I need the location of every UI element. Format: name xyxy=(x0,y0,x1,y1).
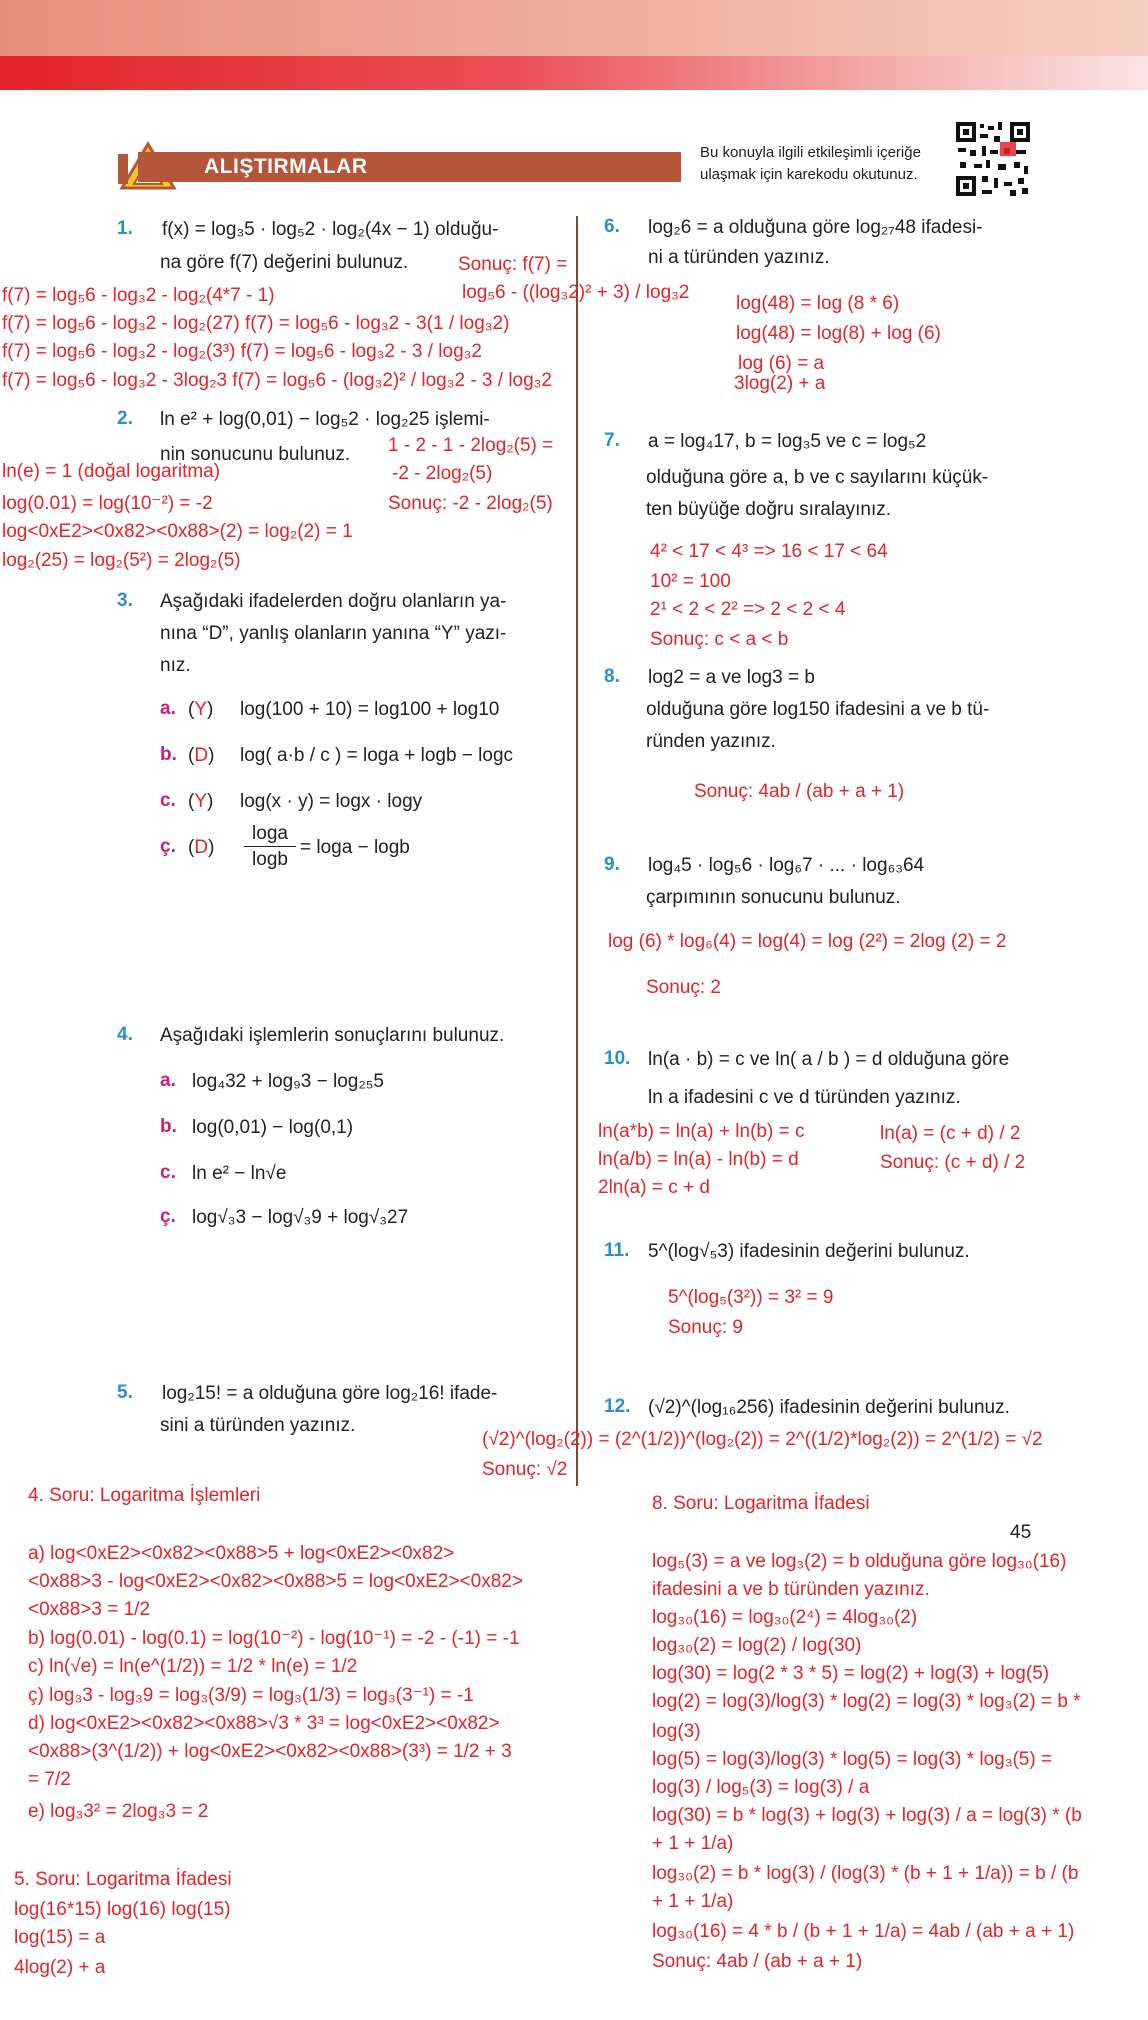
notes8-line5: log(30) = log(2 * 3 * 5) = log(2) + log(3) + log(5) xyxy=(652,1663,1050,1684)
q2-hw-result: Sonuç: -2 - 2log₂(5) xyxy=(388,493,553,514)
q7-number: 7. xyxy=(604,430,620,451)
q4c-label: c. xyxy=(160,1162,176,1183)
notes8-line14: log₃₀(16) = 4 * b / (b + 1 + 1/a) = 4ab / (ab + a + 1) xyxy=(652,1921,1075,1942)
q8-line3: ründen yazınız. xyxy=(646,731,776,752)
notes4-line1: a) log<0xE2><0x82><0x88>5 + log<0xE2><0x82> xyxy=(28,1543,455,1564)
q10-hw-4: 2ln(a) = c + d xyxy=(598,1177,710,1198)
q2-hw-5: log<0xE2><0x82><0x88>(2) = log₂(2) = 1 xyxy=(2,521,353,542)
red-gradient-band xyxy=(0,56,1148,90)
q4-line1: Aşağıdaki işlemlerin sonuçlarını bulunuz. xyxy=(160,1025,505,1046)
q1-hw-step1: f(7) = log₅6 - log₃2 - log₂(4*7 - 1) xyxy=(2,285,275,306)
q3b-mark: D xyxy=(194,745,209,766)
notes8-line10: log(30) = b * log(3) + log(3) + log(3) / a = log(3) * (b xyxy=(652,1805,1082,1826)
q2-number: 2. xyxy=(117,408,133,429)
q12-hw-1: (√2)^(log₂(2)) = (2^(1/2))^(log₂(2)) = 2^((1/2)*log₂(2)) = 2^(1/2) = √2 xyxy=(482,1429,1043,1450)
q8-line1: log2 = a ve log3 = b xyxy=(648,667,815,688)
q11-hw-result: Sonuç: 9 xyxy=(668,1317,743,1338)
q5-line1: log₂15! = a olduğuna göre log₂16! ifade- xyxy=(162,1383,498,1404)
q6-hw-2: log(48) = log(8) + log (6) xyxy=(736,323,941,344)
q10-hw-2: ln(a) = (c + d) / 2 xyxy=(880,1123,1021,1144)
q3cc-numerator: loga xyxy=(244,822,296,847)
q5-line2: sini a türünden yazınız. xyxy=(160,1415,356,1436)
q9-number: 9. xyxy=(604,854,620,875)
q5-number: 5. xyxy=(117,1382,133,1403)
q3b-label: b. xyxy=(160,744,177,765)
q10-line1: ln(a · b) = c ve ln( a / b ) = d olduğuna göre xyxy=(648,1049,1010,1070)
q2-line1: ln e² + log(0,01) − log₅2 · log₂25 işlemi- xyxy=(160,409,490,430)
q9-line1: log₄5 · log₅6 · log₆7 · ... · log₆₃64 xyxy=(648,855,925,876)
q6-line1: log₂6 = a olduğuna göre log₂₇48 ifadesi- xyxy=(648,217,983,238)
notes4-line5: c) ln(√e) = ln(e^(1/2)) = 1/2 * ln(e) = 1/2 xyxy=(28,1656,358,1677)
notes8-line4: log₃₀(2) = log(2) / log(30) xyxy=(652,1635,862,1656)
q4c-expr: ln e² − ln√e xyxy=(192,1163,287,1184)
q3cc-mark: D xyxy=(194,837,209,858)
notes4-line10: e) log₃3² = 2log₃3 = 2 xyxy=(28,1801,209,1822)
q3cc-rest: = loga − logb xyxy=(300,837,410,858)
notes8-title: 8. Soru: Logaritma İfadesi xyxy=(652,1493,870,1514)
notes8-line7: log(3) xyxy=(652,1721,701,1742)
notes4-line7: d) log<0xE2><0x82><0x88>√3 * 3³ = log<0xE2><0x82> xyxy=(28,1713,500,1734)
q1-number: 1. xyxy=(117,218,133,239)
notes4-line6: ç) log₃3 - log₃9 = log₃(3/9) = log₃(1/3) = log₃(3⁻¹) = -1 xyxy=(28,1685,474,1706)
q6-hw-3: log (6) = a xyxy=(738,353,825,374)
q4a-label: a. xyxy=(160,1070,176,1091)
q3-number: 3. xyxy=(117,590,133,611)
notes8-line1: log₅(3) = a ve log₃(2) = b olduğuna göre log₃₀(16) xyxy=(652,1551,1067,1572)
q1-line1: f(x) = log₃5 · log₅2 · log₂(4x − 1) olduğu- xyxy=(162,219,499,240)
q3c-label: c. xyxy=(160,790,176,811)
section-title: ALIŞTIRMALAR xyxy=(204,155,368,178)
column-divider xyxy=(576,216,578,1486)
notes8-line11: + 1 + 1/a) xyxy=(652,1833,734,1854)
q8-hw-result: Sonuç: 4ab / (ab + a + 1) xyxy=(694,781,905,802)
q1-hw-result: Sonuç: f(7) = xyxy=(458,254,568,275)
q3a-label: a. xyxy=(160,698,176,719)
notes4-title: 4. Soru: Logaritma İşlemleri xyxy=(28,1485,261,1506)
q9-hw-1: log (6) * log₆(4) = log(4) = log (2²) = 2log (2) = 2 xyxy=(608,931,1007,952)
q1-hw-step3: f(7) = log₅6 - log₃2 - log₂(3³) f(7) = log₅6 - log₃2 - 3 / log₃2 xyxy=(2,341,482,362)
q10-hw-3: ln(a/b) = ln(a) - ln(b) = d xyxy=(598,1149,799,1170)
q3a-answer-blank[interactable]: (Y) xyxy=(188,699,214,720)
q1-hw-step2: f(7) = log₅6 - log₃2 - log₂(27) f(7) = log₅6 - log₃2 - 3(1 / log₃2) xyxy=(2,313,510,334)
notes4-line4: b) log(0.01) - log(0.1) = log(10⁻²) - log(10⁻¹) = -2 - (-1) = -1 xyxy=(28,1628,520,1649)
q2-hw-6: log₂(25) = log₂(5²) = 2log₂(5) xyxy=(2,550,241,571)
q3cc-denominator: logb xyxy=(252,849,288,870)
q11-number: 11. xyxy=(604,1240,630,1261)
q4b-expr: log(0,01) − log(0,1) xyxy=(192,1117,354,1138)
q7-line2: olduğuna göre a, b ve c sayılarını küçük- xyxy=(646,467,989,488)
page-number: 45 xyxy=(1010,1522,1032,1543)
qr-code-icon[interactable] xyxy=(954,120,1032,198)
notes8-line3: log₃₀(16) = log₃₀(2⁴) = 4log₃₀(2) xyxy=(652,1607,918,1628)
q11-line1: 5^(log√₅3) ifadesinin değerini bulunuz. xyxy=(648,1241,970,1262)
q3cc-label: ç. xyxy=(160,836,176,857)
q7-hw-2: 10² = 100 xyxy=(650,571,731,592)
q7-hw-result: Sonuç: c < a < b xyxy=(650,629,789,650)
q1-line2: na göre f(7) değerini bulunuz. xyxy=(160,252,409,273)
q10-hw-1: ln(a*b) = ln(a) + ln(b) = c xyxy=(598,1121,805,1142)
q7-line3: ten büyüğe doğru sıralayınız. xyxy=(646,499,892,520)
q3c-mark: Y xyxy=(194,791,208,812)
q7-line1: a = log₄17, b = log₃5 ve c = log₅2 xyxy=(648,431,927,452)
q2-line2: nin sonucunu bulunuz. xyxy=(160,444,351,465)
notes4-line2: <0x88>3 - log<0xE2><0x82><0x88>5 = log<0xE2><0x82> xyxy=(28,1571,523,1592)
notes5-line2: log(15) = a xyxy=(14,1927,106,1948)
qr-instruction-line1: Bu konuyla ilgili etkileşimli içeriğe xyxy=(700,144,921,161)
q2-hw-4: log(0.01) = log(10⁻²) = -2 xyxy=(2,493,213,514)
q7-hw-1: 4² < 17 < 4³ => 16 < 17 < 64 xyxy=(650,541,888,562)
qr-instruction-line2: ulaşmak için karekodu okutunuz. xyxy=(700,166,918,183)
q10-number: 10. xyxy=(604,1048,631,1069)
q9-hw-result: Sonuç: 2 xyxy=(646,977,721,998)
q4cc-expr: log√₃3 − log√₃9 + log√₃27 xyxy=(192,1207,409,1228)
notes8-line8: log(5) = log(3)/log(3) * log(5) = log(3) * log₃(5) = xyxy=(652,1749,1053,1770)
q6-hw-1: log(48) = log (8 * 6) xyxy=(736,293,900,314)
q2-hw-2: ln(e) = 1 (doğal logaritma) xyxy=(2,461,221,482)
q2-hw-1: 1 - 2 - 1 - 2log₂(5) = xyxy=(388,435,554,456)
q3b-answer-blank[interactable]: (D) xyxy=(188,745,215,766)
q8-number: 8. xyxy=(604,666,620,687)
notes8-line12: log₃₀(2) = b * log(3) / (log(3) * (b + 1 + 1/a)) = b / (b xyxy=(652,1863,1079,1884)
q3-line1: Aşağıdaki ifadelerden doğru olanların ya- xyxy=(160,591,507,612)
q9-line2: çarpımının sonucunu bulunuz. xyxy=(646,887,901,908)
q10-line2: ln a ifadesini c ve d türünden yazınız. xyxy=(648,1087,961,1108)
notes8-line6: log(2) = log(3)/log(3) * log(2) = log(3) * log₃(2) = b * xyxy=(652,1691,1081,1712)
notes5-line3: 4log(2) + a xyxy=(14,1957,106,1978)
q4b-label: b. xyxy=(160,1116,177,1137)
q12-hw-result: Sonuç: √2 xyxy=(482,1459,568,1480)
top-color-band xyxy=(0,0,1148,56)
qr-instruction xyxy=(700,142,921,186)
q3-line2: nına “D”, yanlış olanların yanına “Y” yazı- xyxy=(160,623,507,644)
q3a-expr: log(100 + 10) = log100 + log10 xyxy=(240,699,500,720)
notes8-line2: ifadesini a ve b türünden yazınız. xyxy=(652,1579,930,1600)
notes5-title: 5. Soru: Logaritma İfadesi xyxy=(14,1869,232,1890)
q4-number: 4. xyxy=(117,1024,133,1045)
q11-hw-1: 5^(log₅(3²)) = 3² = 9 xyxy=(668,1287,834,1308)
notes8-line13: + 1 + 1/a) xyxy=(652,1891,734,1912)
notes4-line9: = 7/2 xyxy=(28,1769,71,1790)
q8-line2: olduğuna göre log150 ifadesini a ve b tü- xyxy=(646,699,990,720)
q4cc-label: ç. xyxy=(160,1206,176,1227)
q6-number: 6. xyxy=(604,216,620,237)
q2-hw-3: -2 - 2log₂(5) xyxy=(392,463,493,484)
notes8-line9: log(3) / log₅(3) = log(3) / a xyxy=(652,1777,870,1798)
q1-hw-step4: f(7) = log₅6 - log₃2 - 3log₂3 f(7) = log₅6 - (log₃2)² / log₃2 - 3 / log₃2 xyxy=(2,370,552,391)
q3cc-answer-blank[interactable]: (D) xyxy=(188,837,215,858)
q10-hw-result: Sonuç: (c + d) / 2 xyxy=(880,1152,1026,1173)
q7-hw-3: 2¹ < 2 < 2² => 2 < 2 < 4 xyxy=(650,599,846,620)
notes4-line3: <0x88>3 = 1/2 xyxy=(28,1599,151,1620)
notes8-line15: Sonuç: 4ab / (ab + a + 1) xyxy=(652,1951,863,1972)
q6-hw-result: 3log(2) + a xyxy=(734,373,826,394)
q1-hw-result-expr: log₅6 - ((log₃2)² + 3) / log₃2 xyxy=(462,282,690,303)
q12-number: 12. xyxy=(604,1396,631,1417)
notes4-line8: <0x88>(3^(1/2)) + log<0xE2><0x82><0x88>(3³) = 1/2 + 3 xyxy=(28,1741,512,1762)
q3b-expr: log( a·b / c ) = loga + logb − logc xyxy=(240,745,514,766)
q12-line1: (√2)^(log₁₆256) ifadesinin değerini bulunuz. xyxy=(648,1397,1010,1418)
q3c-answer-blank[interactable]: (Y) xyxy=(188,791,214,812)
q4a-expr: log₄32 + log₉3 − log₂₅5 xyxy=(192,1071,384,1092)
notes5-line1: log(16*15) log(16) log(15) xyxy=(14,1899,231,1920)
q3c-expr: log(x · y) = logx · logy xyxy=(240,791,423,812)
q6-line2: ni a türünden yazınız. xyxy=(648,247,830,268)
q3a-mark: Y xyxy=(194,699,208,720)
q3-line3: nız. xyxy=(160,655,191,676)
